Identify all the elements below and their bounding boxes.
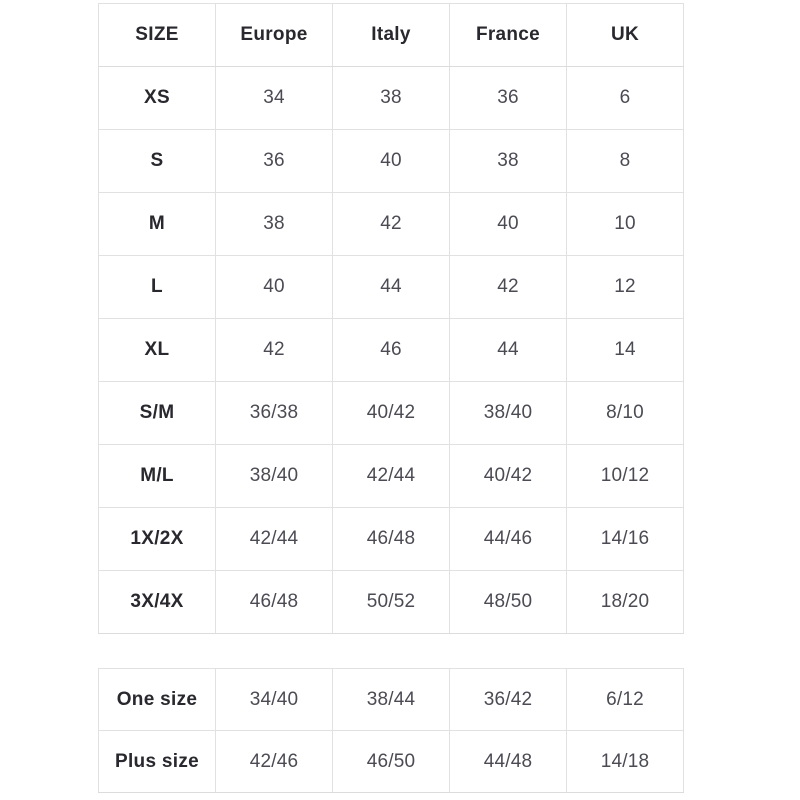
value-cell: 10 [567,193,684,256]
value-cell: 38 [333,67,450,130]
table-row-3x4x [99,571,684,634]
value-cell: 42 [333,193,450,256]
value-cell: 8 [567,130,684,193]
value-cell: 40/42 [450,445,567,508]
value-cell: 38 [216,193,333,256]
value-cell: 48/50 [450,571,567,634]
value-cell: 36 [450,67,567,130]
value-cell: 46/48 [216,571,333,634]
table-row-xl [99,319,684,382]
header-cell-france: France [450,4,567,67]
value-cell: 6/12 [567,669,684,731]
value-cell: 42/46 [216,731,333,793]
value-cell: 38/40 [450,382,567,445]
row-label-cell: M [99,193,216,256]
table-row-l [99,256,684,319]
size-conversion-table [98,3,684,634]
table-row-plus-size [99,731,684,793]
value-cell: 40/42 [333,382,450,445]
value-cell: 42/44 [216,508,333,571]
value-cell: 40 [216,256,333,319]
value-cell: 50/52 [333,571,450,634]
table-row-sm [99,382,684,445]
value-cell: 46/48 [333,508,450,571]
value-cell: 40 [333,130,450,193]
value-cell: 46/50 [333,731,450,793]
row-label-cell: Plus size [99,731,216,793]
row-label-cell: XS [99,67,216,130]
value-cell: 6 [567,67,684,130]
value-cell: 36 [216,130,333,193]
value-cell: 44/48 [450,731,567,793]
value-cell: 38/40 [216,445,333,508]
value-cell: 44 [333,256,450,319]
header-cell-italy: Italy [333,4,450,67]
header-cell-uk: UK [567,4,684,67]
table-row-one-size [99,669,684,731]
value-cell: 44/46 [450,508,567,571]
value-cell: 38 [450,130,567,193]
value-cell: 40 [450,193,567,256]
value-cell: 8/10 [567,382,684,445]
header-row [99,4,684,67]
table-row-xs [99,67,684,130]
row-label-cell: 1X/2X [99,508,216,571]
value-cell: 14/18 [567,731,684,793]
value-cell: 10/12 [567,445,684,508]
header-cell-size: SIZE [99,4,216,67]
value-cell: 42 [450,256,567,319]
table-row-1x2x [99,508,684,571]
value-cell: 42/44 [333,445,450,508]
table-row-s [99,130,684,193]
value-cell: 46 [333,319,450,382]
value-cell: 12 [567,256,684,319]
table-row-m [99,193,684,256]
value-cell: 38/44 [333,669,450,731]
value-cell: 42 [216,319,333,382]
row-label-cell: One size [99,669,216,731]
row-label-cell: S/M [99,382,216,445]
one-size-plus-size-table [98,668,684,793]
row-label-cell: XL [99,319,216,382]
value-cell: 36/38 [216,382,333,445]
value-cell: 44 [450,319,567,382]
header-cell-europe: Europe [216,4,333,67]
value-cell: 34/40 [216,669,333,731]
value-cell: 34 [216,67,333,130]
row-label-cell: S [99,130,216,193]
row-label-cell: 3X/4X [99,571,216,634]
value-cell: 18/20 [567,571,684,634]
value-cell: 36/42 [450,669,567,731]
row-label-cell: L [99,256,216,319]
value-cell: 14/16 [567,508,684,571]
row-label-cell: M/L [99,445,216,508]
table-row-ml [99,445,684,508]
value-cell: 14 [567,319,684,382]
